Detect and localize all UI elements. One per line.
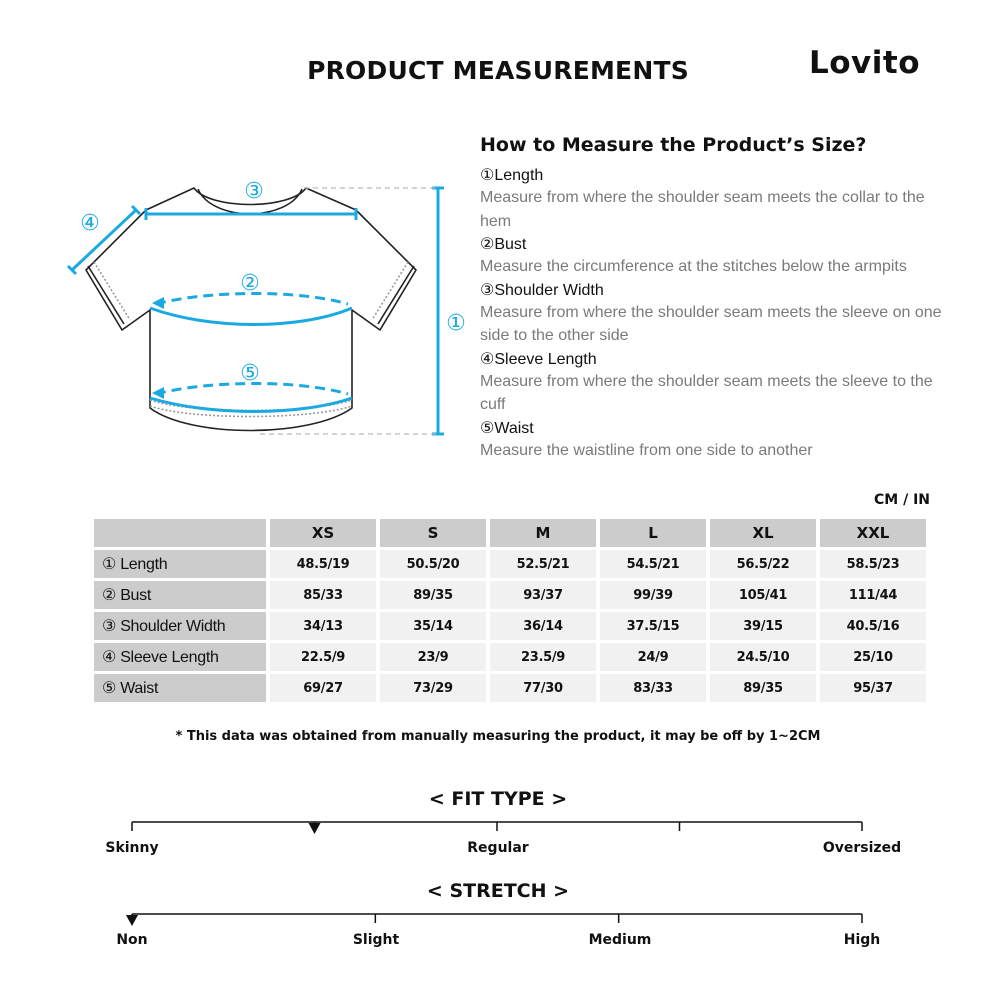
table-cell: 99/39	[600, 581, 706, 609]
brand-logo: Lovito	[808, 45, 920, 81]
table-cell: 83/33	[600, 674, 706, 702]
table-cell: 85/33	[270, 581, 376, 609]
measure-sleeve-desc: Measure from where the shoulder seam meets the sleeve to the cuff	[480, 372, 933, 413]
fit-type-indicator	[309, 823, 321, 834]
size-header: S	[380, 519, 486, 547]
row-label: ⑤ Waist	[94, 674, 266, 702]
measure-waist-desc: Measure the waistline from one side to another	[480, 441, 813, 459]
stretch-indicator	[126, 915, 138, 926]
measure-length-desc: Measure from where the shoulder seam meets the collar to the hem	[480, 189, 925, 230]
row-label: ② Bust	[94, 581, 266, 609]
fit-label-skinny: Skinny	[105, 840, 159, 856]
row-label: ④ Sleeve Length	[94, 643, 266, 671]
stretch-scale	[100, 904, 900, 944]
table-row	[94, 581, 926, 609]
measure-waist-name: ⑤Waist	[480, 419, 534, 437]
stretch-label-medium: Medium	[588, 932, 652, 948]
table-cell: 37.5/15	[600, 612, 706, 640]
tshirt-diagram	[60, 170, 480, 450]
table-cell: 23.5/9	[490, 643, 596, 671]
page-title: PRODUCT MEASUREMENTS	[307, 56, 689, 85]
table-cell: 105/41	[710, 581, 816, 609]
size-header: XS	[270, 519, 376, 547]
table-cell: 34/13	[270, 612, 376, 640]
table-cell: 23/9	[380, 643, 486, 671]
marker-bust: ②	[240, 271, 260, 296]
table-cell: 35/14	[380, 612, 486, 640]
size-table	[90, 516, 930, 705]
table-header-row	[94, 519, 926, 547]
table-cell: 56.5/22	[710, 550, 816, 578]
measure-shoulder-name: ③Shoulder Width	[480, 281, 604, 299]
marker-length: ①	[446, 311, 466, 336]
table-cell: 39/15	[710, 612, 816, 640]
marker-waist: ⑤	[240, 361, 260, 386]
table-cell: 58.5/23	[820, 550, 926, 578]
measure-shoulder-desc: Measure from where the shoulder seam meets the sleeve on one side to the other side	[480, 303, 942, 344]
measure-bust-name: ②Bust	[480, 236, 527, 253]
measure-length-name: ①Length	[480, 167, 544, 184]
table-cell: 73/29	[380, 674, 486, 702]
how-to-measure	[480, 134, 950, 463]
table-row	[94, 612, 926, 640]
table-cell: 54.5/21	[600, 550, 706, 578]
table-cell: 25/10	[820, 643, 926, 671]
unit-label: CM / IN	[874, 492, 930, 508]
table-cell: 77/30	[490, 674, 596, 702]
table-row	[94, 674, 926, 702]
size-header: XL	[710, 519, 816, 547]
table-cell: 111/44	[820, 581, 926, 609]
table-cell: 36/14	[490, 612, 596, 640]
stretch-title: < STRETCH >	[426, 880, 570, 902]
table-row	[94, 643, 926, 671]
stretch-label-high: High	[843, 932, 881, 948]
table-cell: 52.5/21	[490, 550, 596, 578]
table-cell: 89/35	[380, 581, 486, 609]
fit-label-regular: Regular	[467, 840, 529, 856]
measure-bust-desc: Measure the circumference at the stitches below the armpits	[480, 258, 907, 275]
marker-shoulder: ③	[244, 179, 264, 204]
table-cell: 24/9	[600, 643, 706, 671]
size-header: M	[490, 519, 596, 547]
fit-type-title: < FIT TYPE >	[428, 788, 568, 810]
fit-label-oversized: Oversized	[822, 840, 902, 856]
table-cell: 48.5/19	[270, 550, 376, 578]
row-label: ③ Shoulder Width	[94, 612, 266, 640]
table-cell: 93/37	[490, 581, 596, 609]
table-cell: 50.5/20	[380, 550, 486, 578]
size-header: L	[600, 519, 706, 547]
table-cell: 40.5/16	[820, 612, 926, 640]
table-cell: 89/35	[710, 674, 816, 702]
size-header: XXL	[820, 519, 926, 547]
stretch-label-non: Non	[116, 932, 148, 948]
how-to-measure-title: How to Measure the Product’s Size?	[480, 134, 867, 156]
stretch-label-slight: Slight	[352, 932, 400, 948]
measure-sleeve-name: ④Sleeve Length	[480, 350, 597, 368]
table-cell: 24.5/10	[710, 643, 816, 671]
marker-sleeve: ④	[80, 211, 100, 236]
table-corner	[94, 519, 266, 547]
table-row	[94, 550, 926, 578]
table-cell: 95/37	[820, 674, 926, 702]
row-label: ① Length	[94, 550, 266, 578]
table-cell: 22.5/9	[270, 643, 376, 671]
measurement-note: * This data was obtained from manually measuring the product, it may be off by 1~2CM	[175, 729, 821, 744]
table-cell: 69/27	[270, 674, 376, 702]
